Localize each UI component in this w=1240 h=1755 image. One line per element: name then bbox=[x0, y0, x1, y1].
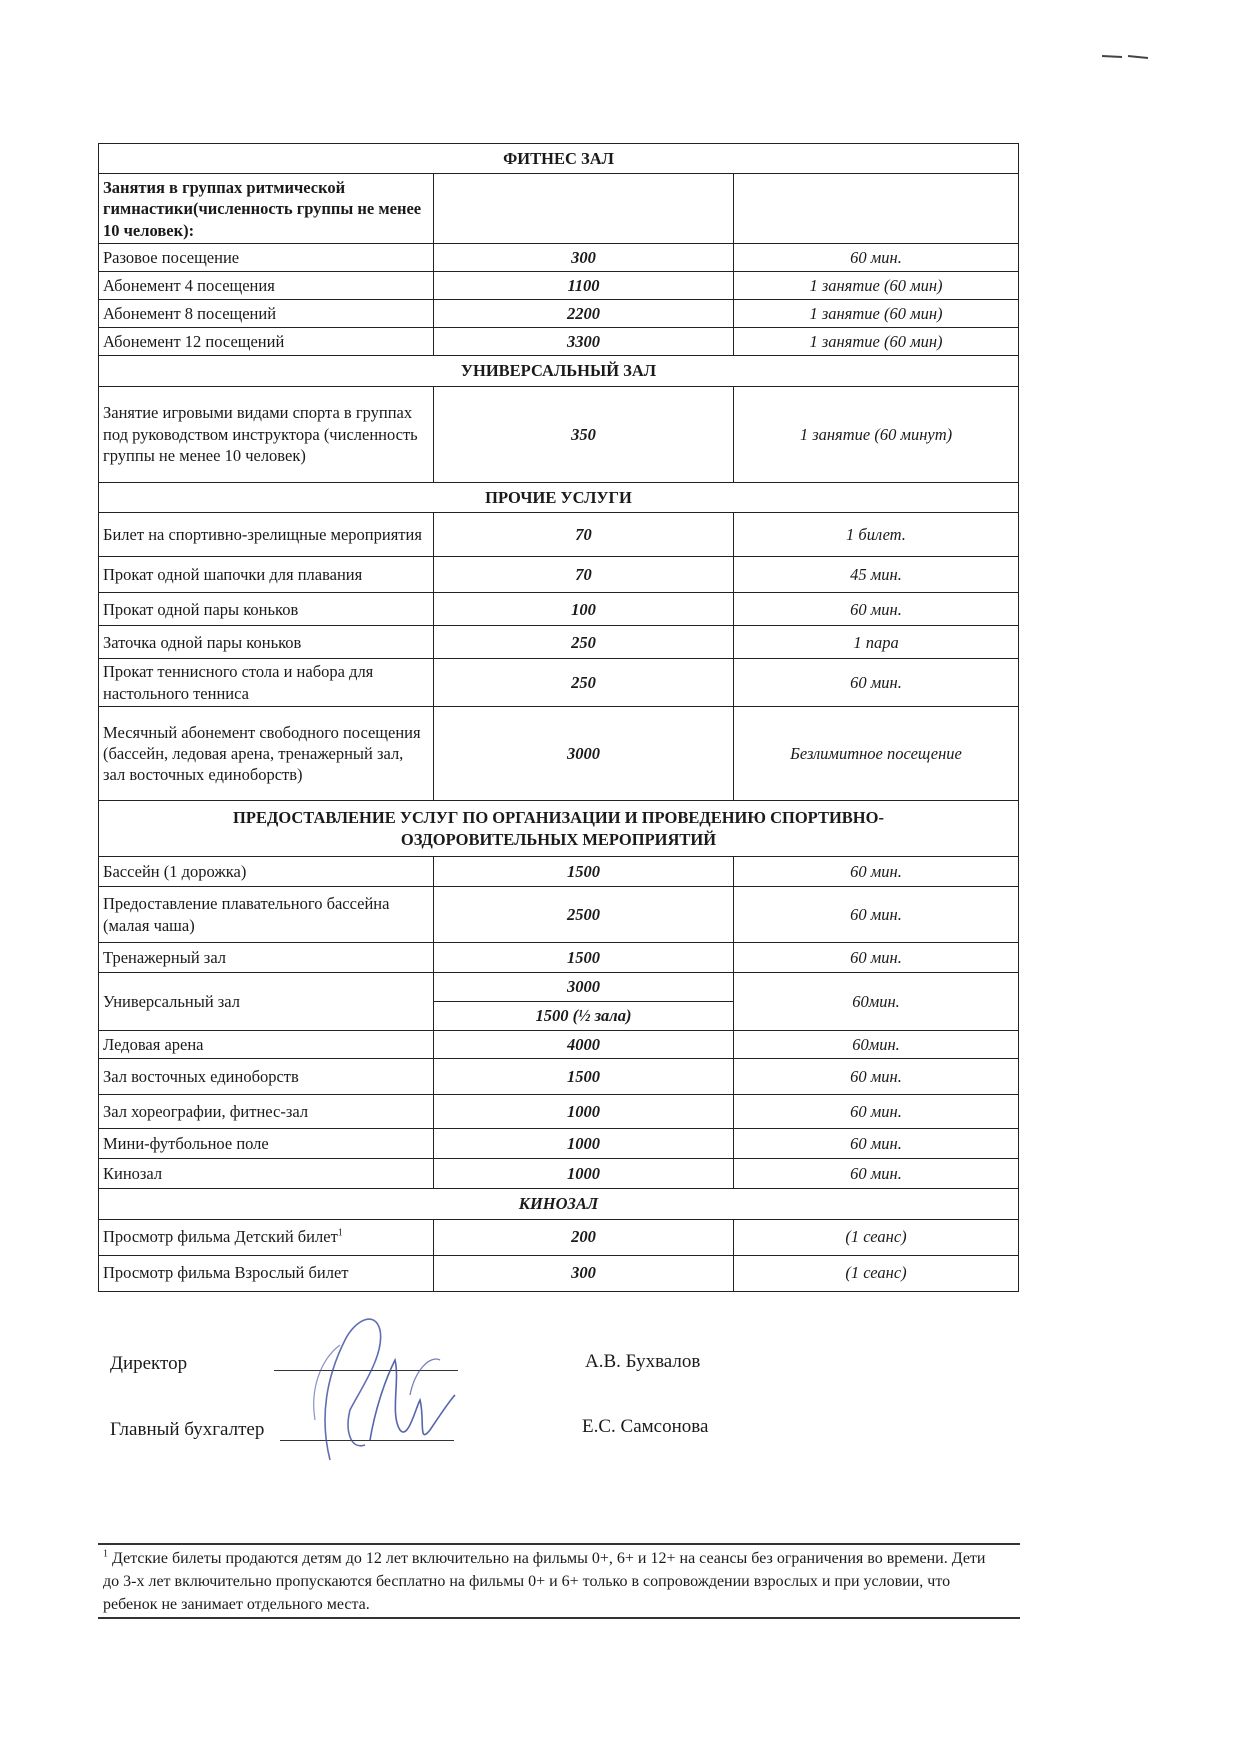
table-row bbox=[99, 973, 1019, 1002]
section-header-fitness bbox=[99, 144, 1019, 174]
service-unit: 1 занятие (60 минут) bbox=[734, 386, 1019, 482]
service-price: 100 bbox=[434, 593, 734, 626]
service-price: 2500 bbox=[434, 887, 734, 943]
service-name: Занятие игровыми видами спорта в группах под руководством инструктора (численность группы не менее 10 человек) bbox=[99, 386, 434, 482]
footnote-mark: 1 bbox=[337, 1227, 343, 1239]
service-name: Просмотр фильма Взрослый билет bbox=[99, 1255, 434, 1291]
service-unit: 60 мин. bbox=[734, 1159, 1019, 1189]
service-name: Зал хореографии, фитнес-зал bbox=[99, 1095, 434, 1129]
service-name: Ледовая арена bbox=[99, 1031, 434, 1059]
service-price: 70 bbox=[434, 513, 734, 557]
table-row bbox=[99, 887, 1019, 943]
footnote-top-rule bbox=[98, 1543, 1020, 1545]
service-price: 3000 bbox=[434, 707, 734, 801]
service-price: 3000 bbox=[434, 973, 734, 1002]
service-unit: 60 мин. bbox=[734, 659, 1019, 707]
service-price: 1000 bbox=[434, 1159, 734, 1189]
service-unit: 60мин. bbox=[734, 973, 1019, 1031]
service-unit: 60 мин. bbox=[734, 244, 1019, 272]
table-row bbox=[99, 244, 1019, 272]
service-name-text: Просмотр фильма Детский билет bbox=[103, 1227, 338, 1247]
service-price-half: 1500 (½ зала) bbox=[434, 1002, 734, 1031]
service-name: Зал восточных единоборств bbox=[99, 1059, 434, 1095]
table-row bbox=[99, 513, 1019, 557]
table-row bbox=[99, 300, 1019, 328]
table-row bbox=[99, 1059, 1019, 1095]
service-unit: 1 пара bbox=[734, 626, 1019, 659]
service-price: 2200 bbox=[434, 300, 734, 328]
service-name: Абонемент 12 посещений bbox=[99, 328, 434, 356]
service-unit: 45 мин. bbox=[734, 557, 1019, 593]
footnote-mark: 1 bbox=[103, 1548, 108, 1560]
director-label: Директор bbox=[110, 1353, 188, 1374]
service-price: 300 bbox=[434, 244, 734, 272]
table-row bbox=[99, 557, 1019, 593]
service-price: 70 bbox=[434, 557, 734, 593]
service-name: Кинозал bbox=[99, 1159, 434, 1189]
service-name: Прокат теннисного стола и набора для настольного тенниса bbox=[99, 659, 434, 707]
service-price: 250 bbox=[434, 626, 734, 659]
service-unit: (1 сеанс) bbox=[734, 1219, 1019, 1255]
section-title: ПРЕДОСТАВЛЕНИЕ УСЛУГ ПО ОРГАНИЗАЦИИ И ПРОВЕДЕНИЮ СПОРТИВНО-ОЗДОРОВИТЕЛЬНЫХ МЕРОПРИЯТИЙ bbox=[99, 801, 1019, 857]
service-price bbox=[434, 174, 734, 244]
service-unit: 60 мин. bbox=[734, 943, 1019, 973]
section-header-sport-events bbox=[99, 801, 1019, 857]
service-unit: 60 мин. bbox=[734, 887, 1019, 943]
service-name: Прокат одной пары коньков bbox=[99, 593, 434, 626]
footnote-text: Детские билеты продаются детям до 12 лет включительно на фильмы 0+, 6+ и 12+ на сеансы без ограничения во времени. Дети до 3-х лет включительно пропускаются бесплатно на фильмы 0+ и 6+ только в сопровождении взрослых и при условии, что ребенок не занимает отдельного места. bbox=[103, 1550, 986, 1614]
service-name: Мини-футбольное поле bbox=[99, 1129, 434, 1159]
price-table bbox=[98, 143, 1019, 1292]
handwritten-signature bbox=[290, 1300, 470, 1470]
service-price: 1500 bbox=[434, 857, 734, 887]
footnote bbox=[103, 1547, 1003, 1617]
service-name: Занятия в группах ритмической гимнастики(численность группы не менее 10 человек): bbox=[99, 174, 434, 244]
service-name: Универсальный зал bbox=[99, 973, 434, 1031]
table-row bbox=[99, 174, 1019, 244]
service-price: 1000 bbox=[434, 1095, 734, 1129]
service-name: Билет на спортивно-зрелищные мероприятия bbox=[99, 513, 434, 557]
table-row bbox=[99, 1095, 1019, 1129]
service-unit: 60 мин. bbox=[734, 1129, 1019, 1159]
table-row bbox=[99, 707, 1019, 801]
service-price: 1000 bbox=[434, 1129, 734, 1159]
service-unit: 60 мин. bbox=[734, 593, 1019, 626]
accountant-name: Е.С. Самсонова bbox=[582, 1416, 709, 1437]
service-price: 1500 bbox=[434, 1059, 734, 1095]
service-price: 300 bbox=[434, 1255, 734, 1291]
service-name: Месячный абонемент свободного посещения (бассейн, ледовая арена, тренажерный зал, зал восточных единоборств) bbox=[99, 707, 434, 801]
footnote-bottom-rule bbox=[98, 1617, 1020, 1619]
table-row bbox=[99, 328, 1019, 356]
table-row bbox=[99, 1031, 1019, 1059]
table-row bbox=[99, 943, 1019, 973]
table-row bbox=[99, 1255, 1019, 1291]
service-unit: 60 мин. bbox=[734, 857, 1019, 887]
table-row bbox=[99, 659, 1019, 707]
service-unit: 1 занятие (60 мин) bbox=[734, 272, 1019, 300]
table-row bbox=[99, 626, 1019, 659]
service-name: Абонемент 4 посещения bbox=[99, 272, 434, 300]
section-header-cinema bbox=[99, 1189, 1019, 1219]
section-title: УНИВЕРСАЛЬНЫЙ ЗАЛ bbox=[99, 356, 1019, 386]
service-unit: 1 занятие (60 мин) bbox=[734, 300, 1019, 328]
scan-marks bbox=[1100, 46, 1200, 66]
service-unit: 1 занятие (60 мин) bbox=[734, 328, 1019, 356]
service-unit bbox=[734, 174, 1019, 244]
section-header-other-services bbox=[99, 482, 1019, 512]
table-row bbox=[99, 1159, 1019, 1189]
service-unit: 1 билет. bbox=[734, 513, 1019, 557]
service-price: 250 bbox=[434, 659, 734, 707]
service-price: 350 bbox=[434, 386, 734, 482]
service-price: 3300 bbox=[434, 328, 734, 356]
table-row bbox=[99, 1219, 1019, 1255]
table-row bbox=[99, 593, 1019, 626]
table-row bbox=[99, 857, 1019, 887]
service-unit: 60 мин. bbox=[734, 1059, 1019, 1095]
director-name: А.В. Бухвалов bbox=[585, 1351, 701, 1372]
section-title: КИНОЗАЛ bbox=[99, 1189, 1019, 1219]
service-name: Прокат одной шапочки для плавания bbox=[99, 557, 434, 593]
service-name: Тренажерный зал bbox=[99, 943, 434, 973]
service-name bbox=[99, 1219, 434, 1255]
accountant-label: Главный бухгалтер bbox=[110, 1419, 265, 1440]
service-name: Заточка одной пары коньков bbox=[99, 626, 434, 659]
section-title: ФИТНЕС ЗАЛ bbox=[99, 144, 1019, 174]
service-unit: Безлимитное посещение bbox=[734, 707, 1019, 801]
service-price: 1100 bbox=[434, 272, 734, 300]
table-row bbox=[99, 386, 1019, 482]
service-name: Разовое посещение bbox=[99, 244, 434, 272]
service-name: Предоставление плавательного бассейна (малая чаша) bbox=[99, 887, 434, 943]
service-price: 200 bbox=[434, 1219, 734, 1255]
service-name: Бассейн (1 дорожка) bbox=[99, 857, 434, 887]
service-unit: (1 сеанс) bbox=[734, 1255, 1019, 1291]
section-title: ПРОЧИЕ УСЛУГИ bbox=[99, 482, 1019, 512]
service-unit: 60 мин. bbox=[734, 1095, 1019, 1129]
table-row bbox=[99, 1129, 1019, 1159]
service-price: 4000 bbox=[434, 1031, 734, 1059]
table-row bbox=[99, 272, 1019, 300]
section-header-universal-hall bbox=[99, 356, 1019, 386]
service-unit: 60мин. bbox=[734, 1031, 1019, 1059]
service-price: 1500 bbox=[434, 943, 734, 973]
service-name: Абонемент 8 посещений bbox=[99, 300, 434, 328]
